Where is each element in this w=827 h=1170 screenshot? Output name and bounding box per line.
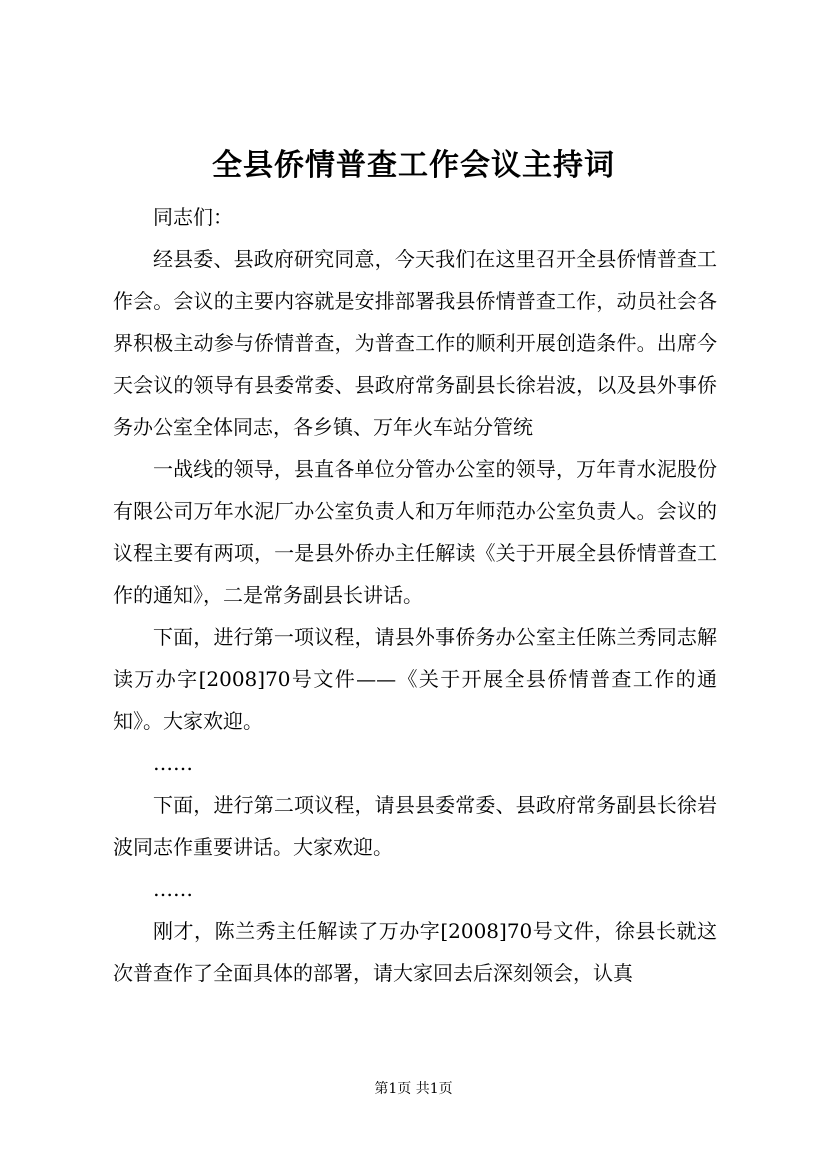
document-body xyxy=(113,196,717,994)
ellipsis-paragraph: …… xyxy=(153,751,193,775)
salutation-paragraph: 同志们： xyxy=(153,205,233,229)
body-paragraph: 下面，进行第一项议程，请县外事侨务办公室主任陈兰秀同志解读万办字[2008]70号文件——《关于开展全县侨情普查工作的通知》。大家欢迎。 xyxy=(113,625,717,733)
body-paragraph: 一战线的领导，县直各单位分管办公室的领导，万年青水泥股份有限公司万年水泥厂办公室负责人和万年师范办公室负责人。会议的议程主要有两项，一是县外侨办主任解读《关于开展全县侨情普查工作的通知》，二是常务副县长讲话。 xyxy=(113,457,717,607)
ellipsis-paragraph: …… xyxy=(153,877,193,901)
page-number-footer: 第1页 共1页 xyxy=(374,1081,453,1097)
document-title: 全县侨情普查工作会议主持词 xyxy=(212,148,615,183)
body-paragraph: 经县委、县政府研究同意，今天我们在这里召开全县侨情普查工作会。会议的主要内容就是安排部署我县侨情普查工作，动员社会各界积极主动参与侨情普查，为普查工作的顺利开展创造条件。出席今天会议的领导有县委常委、县政府常务副县长徐岩波，以及县外事侨务办公室全体同志，各乡镇、万年火车站分管统 xyxy=(113,247,717,439)
body-paragraph: 下面，进行第二项议程，请县县委常委、县政府常务副县长徐岩波同志作重要讲话。大家欢迎。 xyxy=(113,793,717,859)
body-paragraph: 刚才，陈兰秀主任解读了万办字[2008]70号文件，徐县长就这次普查作了全面具体的部署，请大家回去后深刻领会，认真 xyxy=(113,919,717,985)
